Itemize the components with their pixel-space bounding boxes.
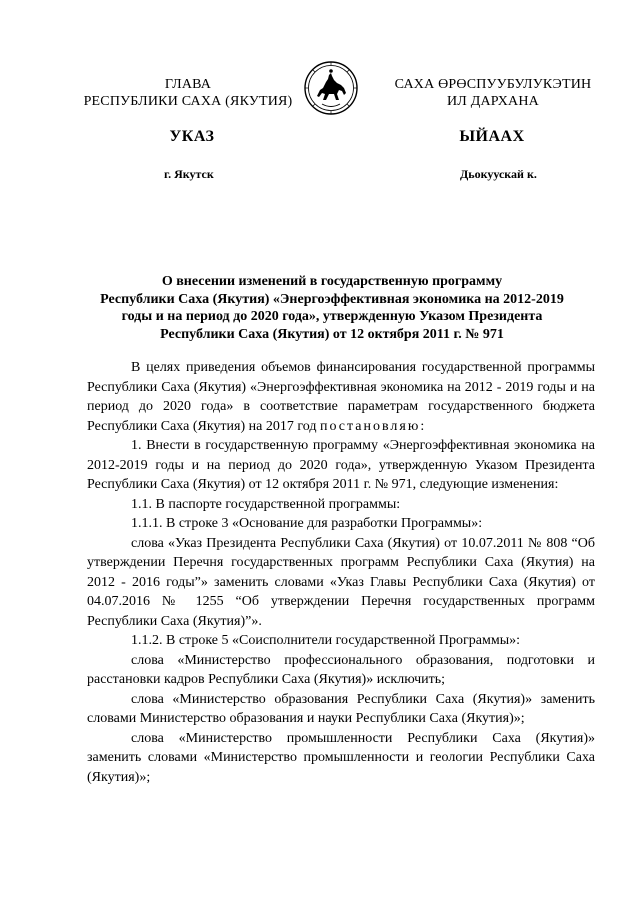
city-ru: г. Якутск [164,167,214,181]
header-left-line1: ГЛАВА [164,77,212,92]
paragraph-7: слова «Министерство профессионального образования, подготовки и расстановки кадров Республики Саха (Якутия)» исключить; [87,652,595,687]
document-body [87,358,595,787]
document-title [82,273,582,343]
header-right-line1: САХА ӨРӨСПУУБУЛУКЭТИН [394,77,592,92]
header-right-block [388,76,598,110]
paragraph-2: 1. Внести в государственную программу «Энергоэффективная экономика на 2012-2019 годы и на период до 2020 года», утвержденную Указом Президента Республики Саха (Якутия) от 12 октября 2011 г. № 971, следующие изменения: [87,438,595,492]
city-sakha: Дьокуускай к. [460,167,537,181]
paragraph-9: слова «Министерство промышленности Республики Саха (Якутия)» заменить словами «Министерство промышленности и геологии Республики Саха (Якутия)»; [87,730,595,785]
title-line2: Республики Саха (Якутия) «Энергоэффективная экономика на 2012-2019 [100,291,564,307]
header-left-block [83,76,293,110]
title-line1: О внесении изменений в государственную программу [161,274,503,289]
coat-of-arms-icon [302,60,360,116]
title-line3: годы и на период до 2020 года», утвержденную Указом Президента [121,309,543,324]
paragraph-1-decree-word: постановляю: [319,418,427,434]
paragraph-5: слова «Указ Президента Республики Саха (Якутия) от 10.07.2011 № 808 “Об утверждении Перечня государственных программ Республики Саха (Якутия) на 2012 - 2016 годы”» заменить словами «Указ Главы Республики Саха (Якутия) от 04.07.2016 № 1255 “Об утверждении Перечня государственных программ Республики Саха (Якутия)”». [87,535,595,629]
decree-title-ru: УКАЗ [169,128,215,145]
paragraph-6: 1.1.2. В строке 5 «Соисполнители государственной Программы»: [131,633,520,648]
header-right-line2: ИЛ ДАРХАНА [446,94,539,109]
paragraph-8: слова «Министерство образования Республики Саха (Якутия)» заменить словами Министерство образования и науки Республики Саха (Якутия)»; [87,691,595,726]
paragraph-1 [87,358,595,436]
title-line4: Республики Саха (Якутия) от 12 октября 2011 г. № 971 [160,326,504,342]
header-left-line2: РЕСПУБЛИКИ САХА (ЯКУТИЯ) [83,94,293,109]
paragraph-1-text: В целях приведения объемов финансирования государственной программы Республики Саха (Якутия) «Энергоэффективная экономика на 2012 - 2019 годы и на период до 2020 года» в соответствие параметрам государственного бюджета Республики Саха (Якутия) на 2017 год [87,360,595,434]
decree-title-sakha: ЫЙААХ [459,128,525,145]
paragraph-3: 1.1. В паспорте государственной программы: [131,496,401,512]
paragraph-4: 1.1.1. В строке 3 «Основание для разработки Программы»: [131,516,483,531]
